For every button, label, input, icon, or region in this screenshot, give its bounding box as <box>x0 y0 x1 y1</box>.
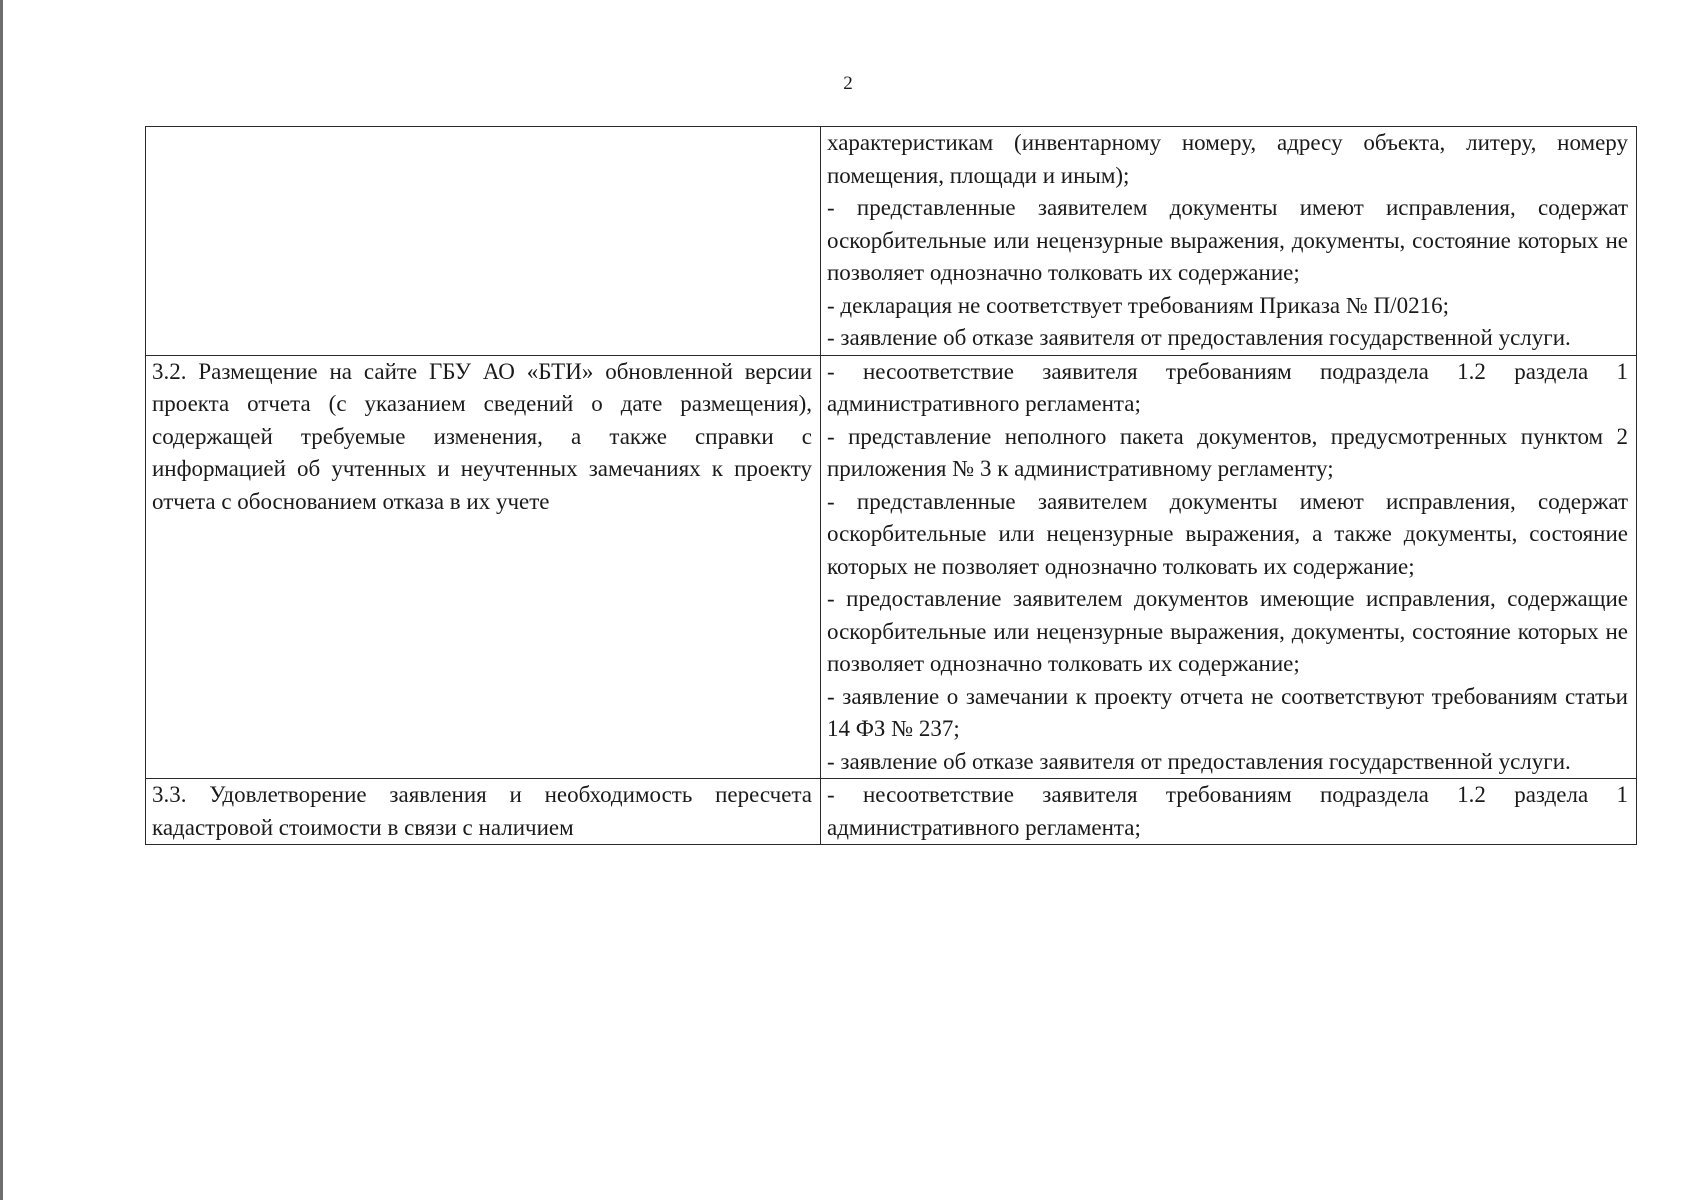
table-row <box>146 127 1637 356</box>
grounds-item: - заявление о замечании к проекту отчета не соответствуют требованиям статьи 14 ФЗ № 237; <box>827 683 1628 741</box>
action-text: 3.2. Размещение на сайте ГБУ АО «БТИ» обновленной версии проекта отчета (с указанием сведений о дате размещения), содержащей требуемые изменения, а также справки с информацией об учтенных и неучтенных замечаниях к проекту отчета с обоснованием отказа в их учете <box>152 358 812 514</box>
scan-page-edge <box>0 0 3 1200</box>
action-text: 3.3. Удовлетворение заявления и необходимость пересчета кадастровой стоимости в связи с наличием <box>152 782 812 840</box>
grounds-item: - предоставление заявителем документов имеющие исправления, содержащие оскорбительные или нецензурные выражения, документы, состояние которых не позволяет однозначно толковать их содержание; <box>827 586 1628 676</box>
grounds-item: - заявление об отказе заявителя от предоставления государственной услуги. <box>827 325 1571 350</box>
table-cell-grounds <box>821 779 1637 845</box>
grounds-item: - несоответствие заявителя требованиям подраздела 1.2 раздела 1 административного регламента; <box>827 782 1628 840</box>
table-row <box>146 779 1637 845</box>
table-cell-grounds <box>821 127 1637 356</box>
grounds-item: характеристикам (инвентарному номеру, адресу объекта, литеру, номеру помещения, площади и иным); <box>827 130 1628 188</box>
table-cell-action <box>146 127 821 356</box>
requirements-table <box>145 126 1637 845</box>
grounds-item: - декларация не соответствует требованиям Приказа № П/0216; <box>827 292 1449 318</box>
page-number: 2 <box>843 73 853 94</box>
grounds-item: - несоответствие заявителя требованиям подраздела 1.2 раздела 1 административного регламента; <box>827 358 1628 416</box>
table-cell-grounds <box>821 355 1637 779</box>
table-cell-action <box>146 355 821 779</box>
grounds-item: - представленные заявителем документы имеют исправления, содержат оскорбительные или нецензурные выражения, а также документы, состояние которых не позволяет однозначно толковать их содержание; <box>827 488 1628 579</box>
table-row <box>146 355 1637 779</box>
grounds-item: - представление неполного пакета документов, предусмотренных пунктом 2 приложения № 3 к административному регламенту; <box>827 423 1628 481</box>
table-cell-action <box>146 779 821 845</box>
grounds-item: - заявление об отказе заявителя от предоставления государственной услуги. <box>827 748 1571 774</box>
grounds-item: - представленные заявителем документы имеют исправления, содержат оскорбительные или нецензурные выражения, документы, состояние которых не позволяет однозначно толковать их содержание; <box>827 195 1628 285</box>
